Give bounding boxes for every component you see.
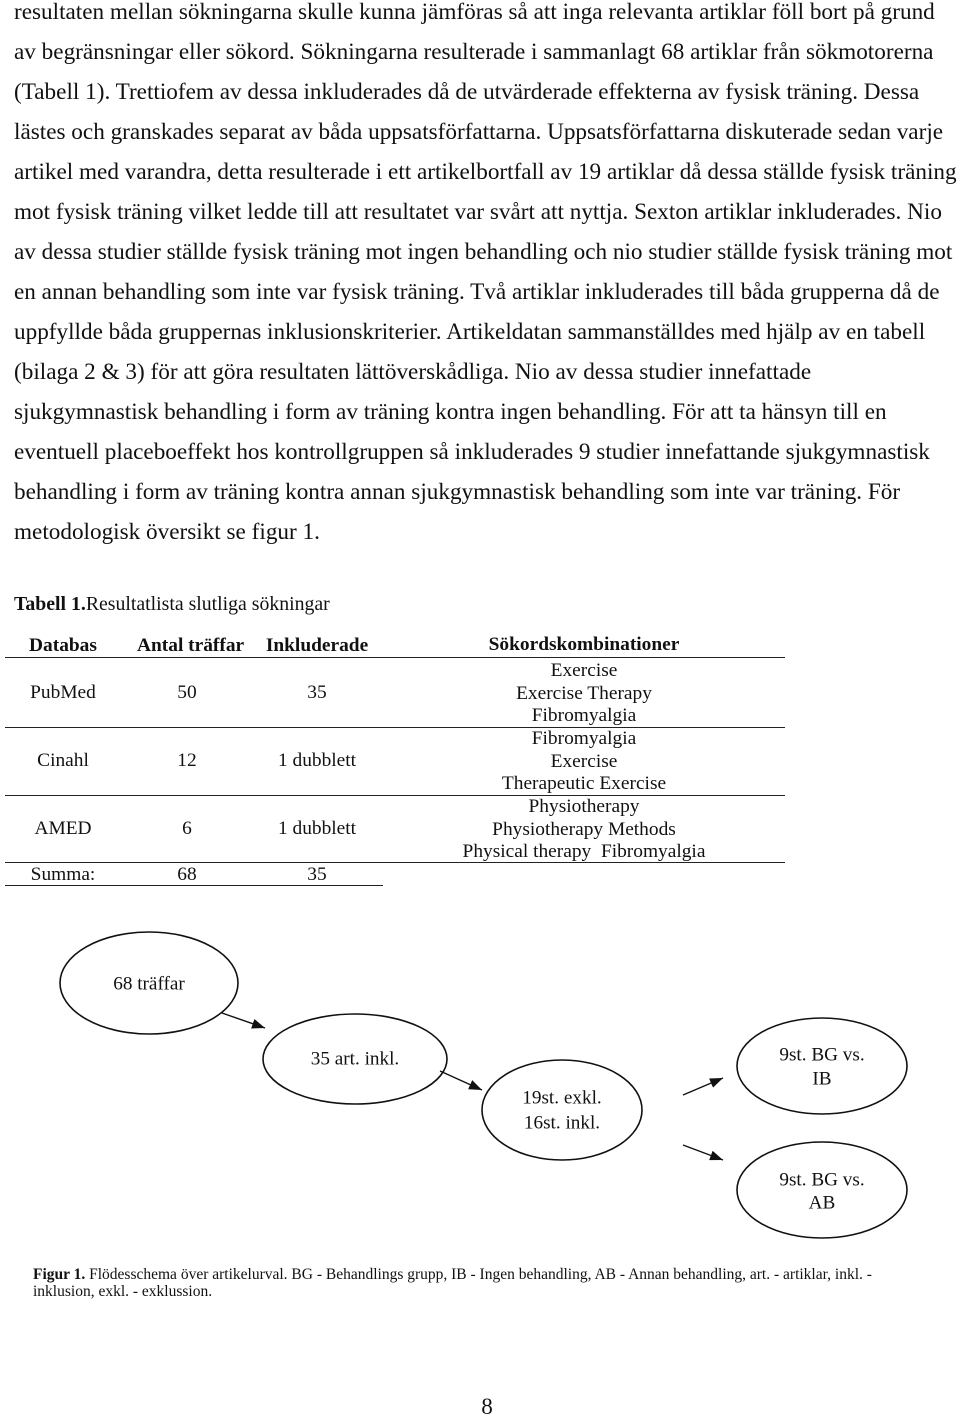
body-text-line: av dessa studier ställde fysisk träning mot ingen behandling och nio studier ställde fysisk träning mot [14,240,953,265]
table-total-hits: 68 [177,864,197,885]
flow-node-bg-vs-ib [737,1018,907,1114]
figure-caption-line: inklusion, exkl. - exklussion. [33,1283,213,1300]
flow-node-label: 35 art. inkl. [310,1048,400,1070]
flow-node-label: 9st. BG vs. [779,1044,865,1066]
flow-node-label: 19st. exkl. [522,1087,602,1109]
table-header-hits: Antal träffar [137,635,245,656]
table-cell-hits: 50 [177,682,197,703]
table-cell-keywords [434,796,734,864]
table-header-database: Databas [29,635,97,656]
figure-caption-text: Flödesschema över artikelurval. BG - Behandlings grupp, IB - Ingen behandling, AB - Annan behandling, art. - artiklar, inkl. - [89,1266,872,1283]
keyword-line: Physiotherapy Methods [492,818,676,840]
flowchart [0,920,960,1250]
flow-node-label: 9st. BG vs. [779,1169,865,1191]
body-text-line: resultaten mellan sökningarna skulle kunna jämföras så att inga relevanta artiklar föll bort på grund [14,0,935,25]
flow-node-bg-vs-ab [737,1142,907,1238]
keyword-line: Exercise [550,660,618,681]
body-text-line: sjukgymnastisk behandling i form av träning kontra ingen behandling. För att ta hänsyn till en [14,400,887,425]
body-text-line: metodologisk översikt se figur 1. [14,520,320,545]
table-rule [5,862,785,863]
table-header-included: Inkluderade [265,635,369,656]
table-cell-keywords [434,728,734,796]
keyword-line: Exercise [550,750,618,772]
figure-caption-label: Figur 1. [33,1266,86,1283]
body-text-line: eventuell placeboeffekt hos kontrollgruppen så inkluderades 9 studier innefattande sjukgymnastisk [14,440,930,465]
body-text-line: mot fysisk träning vilket ledde till att resultatet var svårt att nyttja. Sexton artiklar inkluderades. Nio [14,200,942,225]
flow-arrow [222,1013,265,1028]
figure-caption-line [33,1266,953,1284]
table-total-included: 35 [307,864,327,885]
flow-node-excluded-included [482,1060,642,1160]
flow-node-total-hits [60,932,238,1034]
table-cell-included: 35 [307,682,327,703]
body-text-line: av begränsningar eller sökord. Sökningarna resulterade i sammanlagt 68 artiklar från sökmotorerna [14,40,934,65]
table-total-rule [5,885,383,886]
flow-node-label: AB [808,1192,836,1214]
flow-node-shape [482,1060,642,1160]
table-cell-included: 1 dubblett [277,750,357,771]
table-caption-label: Tabell 1. [14,593,86,615]
body-text-line: (bilaga 2 & 3) för att göra resultaten lättöverskådliga. Nio av dessa studier innefattade [14,360,812,385]
table-cell-hits: 12 [177,750,197,771]
flow-node-label: 16st. inkl. [523,1112,601,1134]
body-text-line: lästes och granskades separat av båda uppsatsförfattarna. Uppsatsförfattarna diskuterade sedan varje [14,120,944,145]
keyword-line: Fibromyalgia [531,705,637,727]
body-text-line: behandling i form av träning kontra annan sjukgymnastisk behandling som inte var träning. För [14,480,901,505]
table-cell-keywords [434,660,734,728]
keyword-line: Therapeutic Exercise [501,773,667,795]
table-caption-text: Resultatlista slutliga sökningar [85,593,330,615]
table-cell-hits: 6 [182,818,192,839]
flow-node-included [263,1014,447,1104]
body-text-line: uppfyllde båda gruppernas inklusionskriterier. Artikeldatan sammanställdes med hjälp av en tabell [14,320,926,345]
table-cell-database: AMED [34,818,92,839]
table-header-keywords: Sökordskombinationer [488,634,680,655]
flow-node-label: 68 träffar [113,973,185,995]
body-text-line: artikel med varandra, detta resulterade i ett artikelbortfall av 19 artiklar då dessa ställde fysisk träning [14,160,957,185]
page-number: 8 [481,1394,493,1418]
table-cell-included: 1 dubblett [277,818,357,839]
body-text-line: en annan behandling som inte var fysisk träning. Två artiklar inkluderades till båda grupperna då de [14,280,940,305]
keyword-line: Physical therapy Fibromyalgia [462,841,706,863]
keyword-line: Fibromyalgia [531,728,637,749]
table-cell-database: Cinahl [37,750,89,771]
keyword-line: Physiotherapy [528,796,640,817]
flow-arrow [683,1145,723,1160]
table-total-label: Summa: [30,864,96,885]
table-cell-database: PubMed [30,682,96,703]
table-rule [5,657,785,658]
keyword-line: Exercise Therapy [516,682,652,704]
flow-arrow [683,1078,723,1095]
body-text-line: (Tabell 1). Trettiofem av dessa inkluderades då de utvärderade effekterna av fysisk träning. Dessa [14,80,920,105]
table-caption [14,592,614,618]
flow-node-label: IB [812,1068,832,1090]
flow-node-shape [737,1018,907,1114]
flow-arrow [440,1071,482,1090]
